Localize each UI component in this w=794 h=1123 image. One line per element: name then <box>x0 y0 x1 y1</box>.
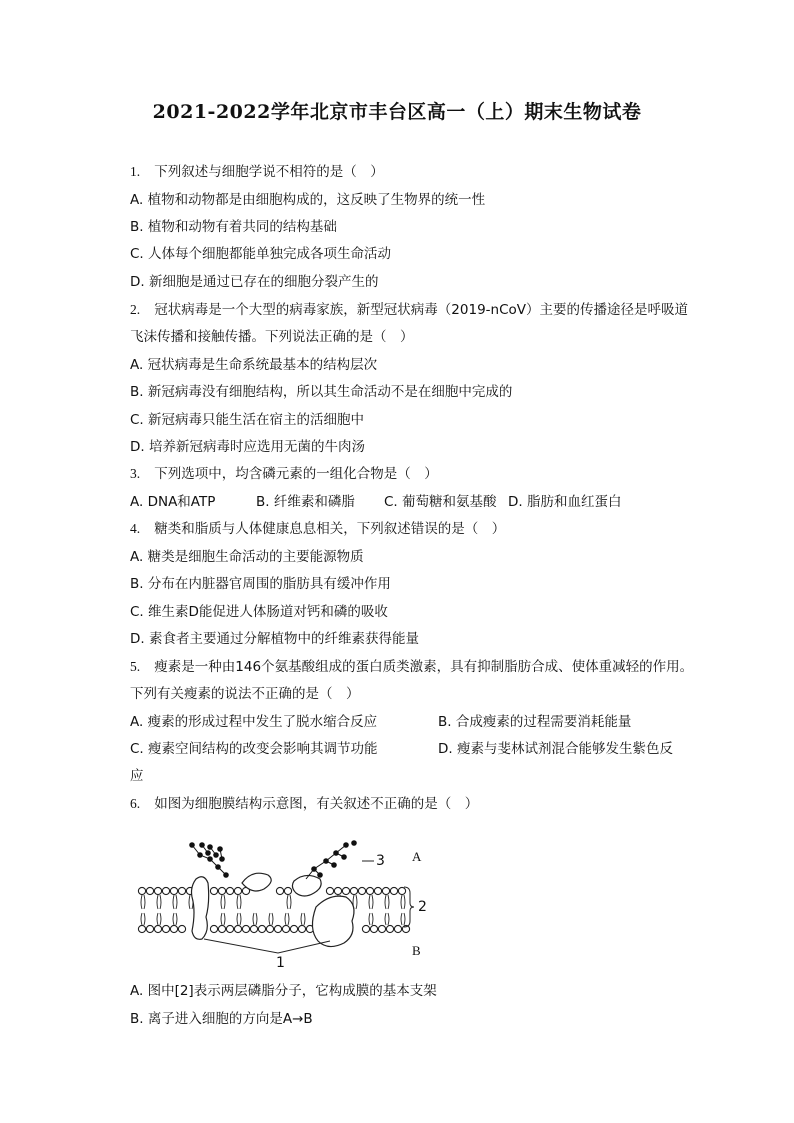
question-2 <box>130 301 688 319</box>
figure-label-1: 1 <box>276 955 285 970</box>
option-a: A. 图中[2]表示两层磷脂分子，它构成膜的基本支架 <box>130 983 437 999</box>
question-stem-continued: 飞沫传播和接触传播。下列说法正确的是（ ） <box>130 329 414 345</box>
option-a: A. 冠状病毒是生命系统最基本的结构层次 <box>130 357 378 373</box>
question-number: 3. <box>130 466 141 481</box>
membrane-proteins <box>192 873 355 946</box>
question-1 <box>130 163 384 181</box>
option-d: D. 脂肪和血红蛋白 <box>508 494 622 510</box>
question-6 <box>130 795 478 813</box>
option-b: B. 合成瘦素的过程需要消耗能量 <box>438 714 632 730</box>
question-number: 2. <box>130 302 141 317</box>
question-3 <box>130 465 438 483</box>
option-c: C. 维生素D能促进人体肠道对钙和磷的吸收 <box>130 604 388 620</box>
question-stem: 冠状病毒是一个大型的病毒家族，新型冠状病毒（2019-nCoV）主要的传播途径是呼吸道 <box>154 302 689 318</box>
figure-label-b: B <box>412 943 421 958</box>
figure-label-a: A <box>412 849 422 864</box>
option-a: A. DNA和ATP <box>130 494 216 510</box>
question-stem: 下列叙述与细胞学说不相符的是（ ） <box>154 164 384 180</box>
lower-lipid-tails <box>141 913 405 925</box>
question-number: 5. <box>130 659 141 674</box>
option-c: C. 人体每个细胞都能单独完成各项生命活动 <box>130 246 392 262</box>
lower-phospholipid-heads <box>138 925 409 932</box>
option-c: C. 葡萄糖和氨基酸 <box>384 494 497 510</box>
option-b: B. 纤维素和磷脂 <box>256 494 355 510</box>
question-4 <box>130 520 505 538</box>
option-d: D. 瘦素与斐林试剂混合能够发生紫色反 <box>438 741 673 757</box>
cell-membrane-diagram <box>130 835 450 970</box>
option-b: B. 分布在内脏器官周围的脂肪具有缓冲作用 <box>130 576 391 592</box>
option-c: C. 瘦素空间结构的改变会影响其调节功能 <box>130 741 378 757</box>
question-stem: 如图为细胞膜结构示意图，有关叙述不正确的是（ ） <box>154 796 479 812</box>
option-a: A. 植物和动物都是由细胞构成的，这反映了生物界的统一性 <box>130 192 486 208</box>
question-number: 6. <box>130 796 141 811</box>
option-d: D. 培养新冠病毒时应选用无菌的牛肉汤 <box>130 439 365 455</box>
question-5 <box>130 658 693 676</box>
figure-label-2: 2 <box>418 899 427 915</box>
option-d: D. 素食者主要通过分解植物中的纤维素获得能量 <box>130 631 419 647</box>
question-stem: 瘦素是一种由146个氨基酸组成的蛋白质类激素，具有抑制脂肪合成、使体重减轻的作用。 <box>154 659 694 675</box>
question-stem: 下列选项中，均含磷元素的一组化合物是（ ） <box>154 466 438 482</box>
question-number: 4. <box>130 521 141 536</box>
option-a: A. 瘦素的形成过程中发生了脱水缩合反应 <box>130 714 378 730</box>
transmembrane-protein-left <box>192 877 209 940</box>
page-title: 2021-2022学年北京市丰台区高一（上）期末生物试卷 <box>152 101 642 123</box>
option-d-continued: 应 <box>130 768 144 784</box>
option-d: D. 新细胞是通过已存在的细胞分裂产生的 <box>130 274 379 290</box>
glycoprotein-chains <box>190 841 357 879</box>
upper-phospholipid-heads <box>138 887 405 894</box>
upper-lipid-tails <box>141 895 405 909</box>
option-b: B. 植物和动物有着共同的结构基础 <box>130 219 337 235</box>
option-b: B. 离子进入细胞的方向是A→B <box>130 1011 313 1027</box>
figure-label-3: 3 <box>376 853 385 869</box>
option-c: C. 新冠病毒只能生活在宿主的活细胞中 <box>130 412 365 428</box>
question-number: 1. <box>130 164 141 179</box>
question-stem: 糖类和脂质与人体健康息息相关，下列叙述错误的是（ ） <box>154 521 506 537</box>
option-a: A. 糖类是细胞生命活动的主要能源物质 <box>130 549 364 565</box>
channel-protein-right <box>312 896 354 946</box>
option-b: B. 新冠病毒没有细胞结构，所以其生命活动不是在细胞中完成的 <box>130 384 513 400</box>
question-stem-continued: 下列有关瘦素的说法不正确的是（ ） <box>130 686 360 702</box>
